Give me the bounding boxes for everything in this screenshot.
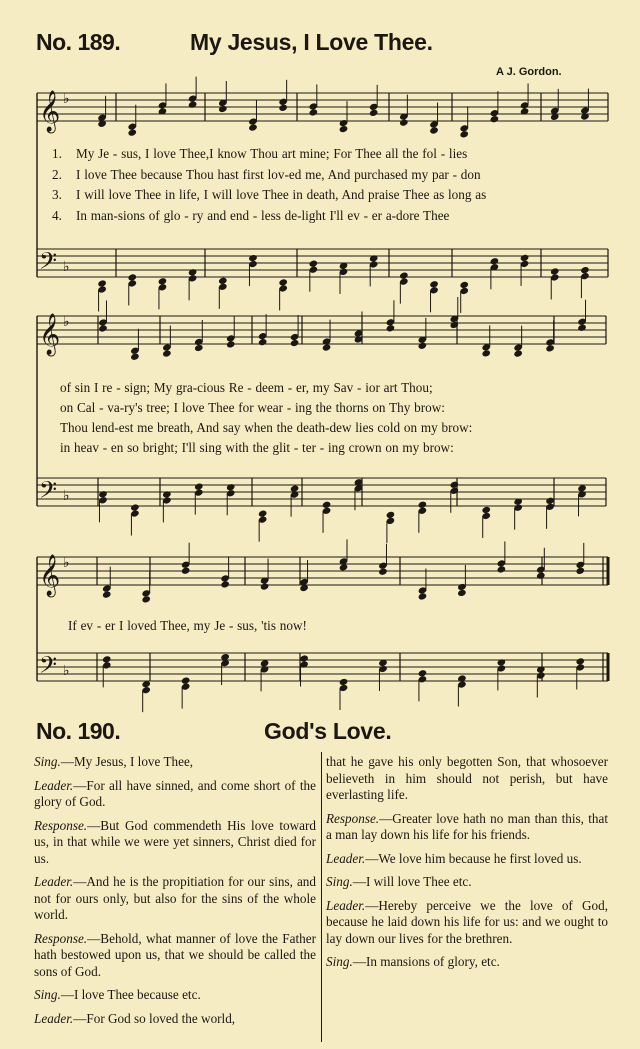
note-head <box>258 338 268 346</box>
flat-key-signature: ♭ <box>63 663 70 679</box>
note-head <box>248 123 258 131</box>
note-head <box>309 108 319 116</box>
reading-text: —We love him because he first loved us. <box>365 850 582 866</box>
note-head <box>457 589 467 597</box>
note-head <box>98 324 108 332</box>
verse-text: I will love Thee in life, I will love Thee in death, And praise Thee as long as <box>76 187 487 202</box>
reading-role: Leader. <box>34 1010 74 1026</box>
note-head <box>220 580 230 588</box>
reading-role: Sing. <box>326 954 353 969</box>
system-1-lyrics <box>52 146 486 228</box>
bass-clef: 𝄢 <box>39 476 58 509</box>
note-head <box>418 592 428 600</box>
reading-text: —And he is the propitiation for our sins, and not for ours only, but also for the sins of the whole world. <box>34 874 316 922</box>
reading-text: —But God commendeth His love toward us, in that while we were yet sinners, Christ died for us. <box>34 817 316 866</box>
reading-role: Leader. <box>34 874 74 889</box>
verse-2-line <box>52 167 486 188</box>
note-head <box>194 344 204 352</box>
flat-key-signature: ♭ <box>63 314 70 330</box>
flat-key-signature: ♭ <box>63 259 70 275</box>
note-head <box>102 590 112 598</box>
verse-number: 1. <box>52 146 62 161</box>
reading-role: Response. <box>34 817 88 833</box>
reading-entry <box>34 874 316 924</box>
note-head <box>418 342 428 350</box>
note-head <box>339 125 349 133</box>
reading-text: that he gave his only begotten Son, that whosoever believeth in him should not perish, but have everlasting life. <box>326 754 608 802</box>
reading-text: —For all have sinned, and come short of the glory of God. <box>34 777 316 809</box>
verse-number: 4. <box>52 207 62 223</box>
reading-entry <box>326 898 608 948</box>
treble-clef: 𝄞 <box>39 314 61 355</box>
reading-entry <box>326 954 608 971</box>
note-head <box>449 321 459 329</box>
reading-entry <box>326 754 608 804</box>
reading-entry <box>34 1011 316 1028</box>
reading-role: Leader. <box>34 777 74 793</box>
reading-text: —Greater love hath no man than this, that a man lay down his life for his friends. <box>326 810 608 842</box>
note-head <box>481 349 491 357</box>
reading-right-column <box>326 754 608 978</box>
note-head <box>490 115 500 123</box>
reading-text: —I love Thee because etc. <box>60 987 201 1002</box>
note-head <box>577 324 587 332</box>
reading-text: —My Jesus, I love Thee, <box>60 754 194 769</box>
hymn-189-title: My Jesus, I Love Thee. <box>190 29 433 55</box>
verse-text: In man-sions of glo - ry and end - less de-light I'll ev - er a-dore Thee <box>76 207 450 223</box>
note-head <box>260 582 270 590</box>
note-head <box>429 126 439 134</box>
system-2-lyrics <box>60 380 472 460</box>
reading-text: —For God so loved the world, <box>73 1010 236 1026</box>
note-head <box>162 349 172 357</box>
reading-role: Sing. <box>326 874 353 889</box>
note-head <box>536 572 546 580</box>
verse-4-line <box>52 208 486 229</box>
flat-key-signature: ♭ <box>63 555 70 571</box>
reading-role: Leader. <box>326 850 366 866</box>
note-head <box>545 344 555 352</box>
treble-clef: 𝄞 <box>39 555 61 596</box>
reading-entry <box>326 874 608 891</box>
note-head <box>188 100 198 108</box>
bass-clef: 𝄢 <box>39 247 58 280</box>
hymn-189-number: No. 189. <box>36 29 121 55</box>
note-head <box>386 324 396 332</box>
reading-text: —Behold, what manner of love the Father hath bestowed upon us, that we should be called the sons of God. <box>34 930 316 979</box>
reading-left-column <box>34 754 316 1034</box>
note-head <box>130 353 140 361</box>
reading-role: Response. <box>326 810 380 826</box>
note-head <box>497 565 507 573</box>
verse-text: My Je - sus, I love Thee,I know Thou art mine; For Thee all the fol - lies <box>76 146 468 161</box>
verse-1-line <box>52 146 486 167</box>
reading-entry <box>34 818 316 868</box>
reading-entry <box>34 931 316 981</box>
verse-number: 2. <box>52 166 62 182</box>
note-head <box>459 130 469 138</box>
note-head <box>278 104 288 112</box>
column-divider <box>321 752 322 1042</box>
reading-role: Leader. <box>326 897 366 913</box>
flat-key-signature: ♭ <box>63 91 70 107</box>
note-head <box>181 567 191 575</box>
reading-text: —I will love Thee etc. <box>352 874 472 889</box>
treble-clef: 𝄞 <box>39 91 61 132</box>
note-head <box>218 105 228 113</box>
verse-1-line: of sin I re - sign; My gra-cious Re - deem - er, my Sav - ior art Thou; <box>60 380 433 395</box>
note-head <box>290 339 300 347</box>
hymn-190-number: No. 190. <box>36 718 121 744</box>
reading-role: Sing. <box>34 754 61 769</box>
reading-role: Response. <box>34 930 88 946</box>
reading-text: —Hereby perceive we the love of God, because he laid down his life for us: and we ought to lay down our lives for the brethren. <box>326 897 608 946</box>
verse-2-line: on Cal - va-ry's tree; I love Thee for wear - ing the thorns on Thy brow: <box>60 400 445 415</box>
note-head <box>127 128 137 136</box>
verse-text: I love Thee because Thou hast first lov-ed me, And purchased my par - don <box>76 166 481 182</box>
note-head <box>513 349 523 357</box>
note-head <box>226 340 236 348</box>
reading-entry <box>34 778 316 811</box>
reading-entry <box>326 851 608 868</box>
note-head <box>575 567 585 575</box>
composer-credit: A J. Gordon. <box>496 66 562 78</box>
bass-clef: 𝄢 <box>39 651 58 684</box>
verse-3-line <box>52 187 486 208</box>
flat-key-signature: ♭ <box>63 488 70 504</box>
note-head <box>141 595 151 603</box>
verse-number: 3. <box>52 187 62 202</box>
note-head <box>378 568 388 576</box>
note-head <box>369 109 379 117</box>
reading-entry <box>34 987 316 1004</box>
reading-entry <box>326 811 608 844</box>
reading-role: Sing. <box>34 987 61 1002</box>
note-head <box>322 343 332 351</box>
note-head <box>399 118 409 126</box>
refrain-lyrics: If ev - er I loved Thee, my Je - sus, 'tis now! <box>68 618 307 633</box>
reading-text: —In mansions of glory, etc. <box>352 954 500 969</box>
hymn-190-title: God's Love. <box>264 718 392 744</box>
verse-4-line: in heav - en so bright; I'll sing with the glit - ter - ing crown on my brow: <box>60 440 454 455</box>
reading-entry <box>34 754 316 771</box>
verse-3-line: Thou lend-est me breath, And say when the death-dew lies cold on my brow: <box>60 420 473 435</box>
